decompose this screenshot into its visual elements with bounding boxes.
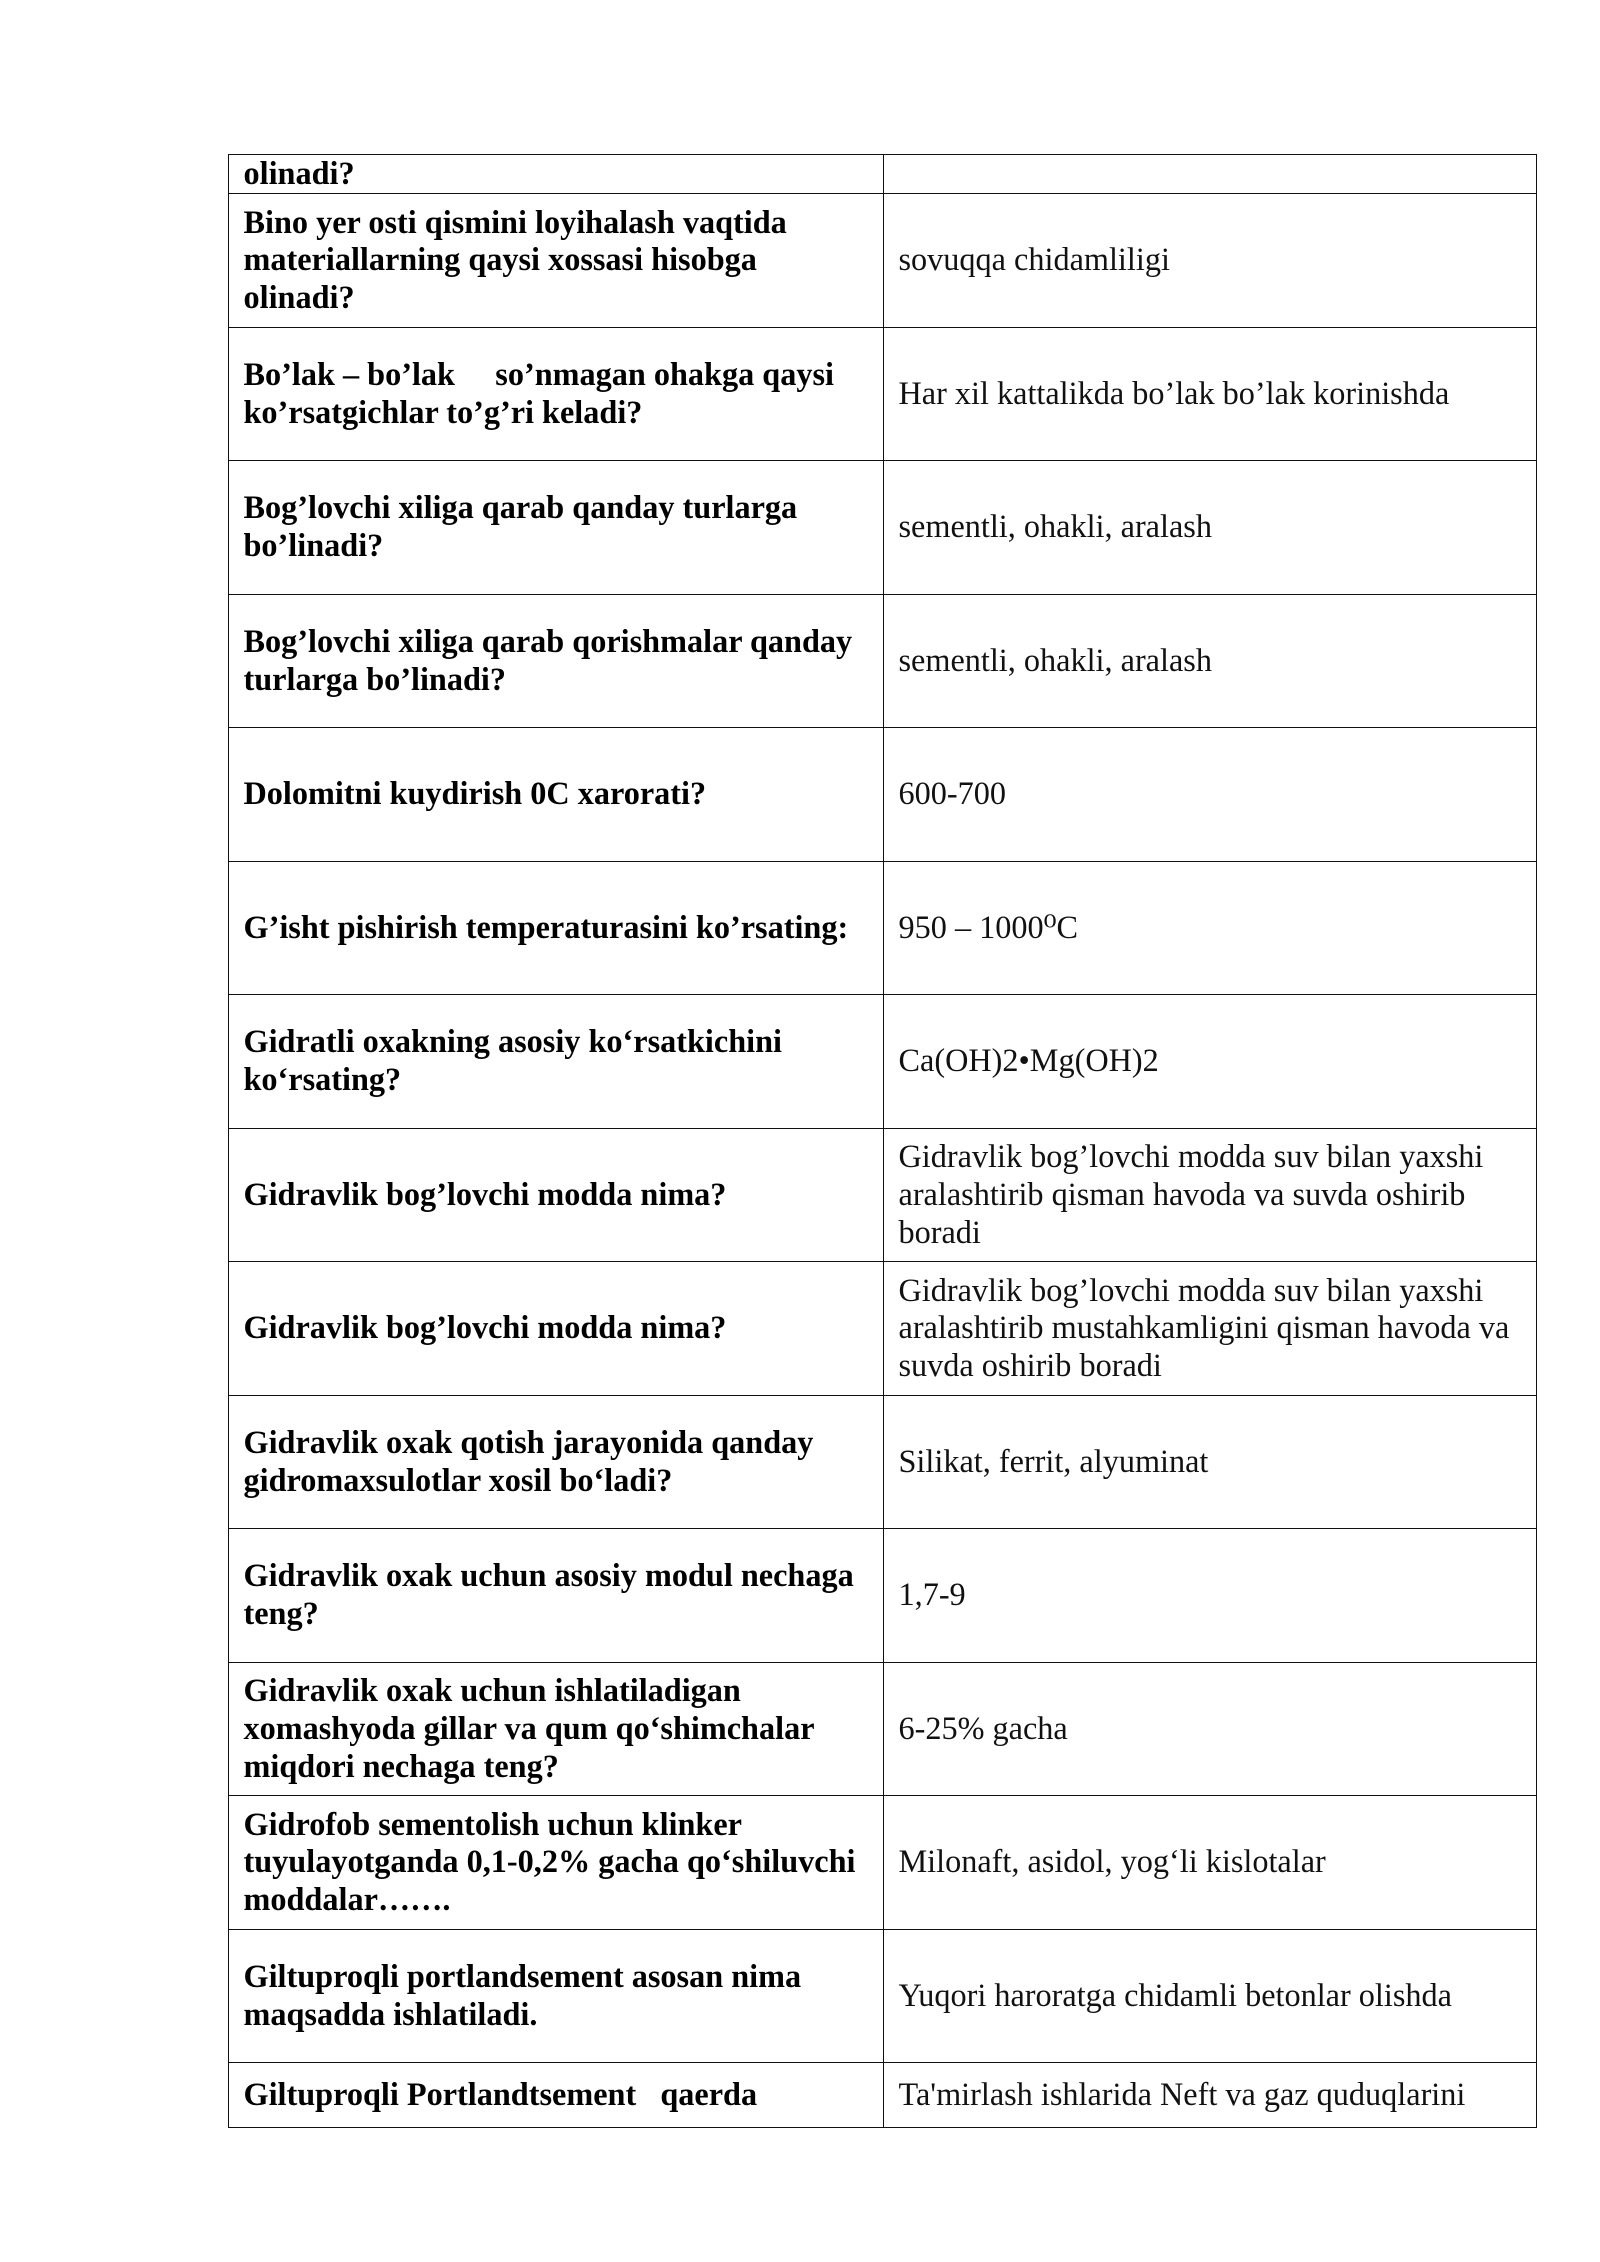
answer-cell: Milonaft, asidol, yog‘li kislotalar xyxy=(884,1796,1537,1930)
table-row xyxy=(229,995,1537,1129)
table-row xyxy=(229,1262,1537,1396)
table-row xyxy=(229,461,1537,595)
answer-cell: 950 – 1000⁰C xyxy=(884,861,1537,995)
answer-cell: Ta'mirlash ishlarida Neft va gaz quduqlarini xyxy=(884,2063,1537,2128)
table-row xyxy=(229,861,1537,995)
question-cell: Gidravlik oxak uchun ishlatiladigan xomashyoda gillar va qum qo‘shimchalar miqdori nechaga teng? xyxy=(229,1662,884,1796)
answer-cell xyxy=(884,155,1537,194)
question-cell: Gidravlik oxak qotish jarayonida qanday gidromaxsulotlar xosil bo‘ladi? xyxy=(229,1395,884,1529)
answer-cell: Ca(OH)2•Mg(OH)2 xyxy=(884,995,1537,1129)
table-row xyxy=(229,1529,1537,1663)
answer-cell: Silikat, ferrit, alyuminat xyxy=(884,1395,1537,1529)
question-cell: G’isht pishirish temperaturasini ko’rsating: xyxy=(229,861,884,995)
question-cell: Gidravlik bog’lovchi modda nima? xyxy=(229,1128,884,1262)
answer-cell: Gidravlik bog’lovchi modda suv bilan yaxshi aralashtirib qisman havoda va suvda oshirib boradi xyxy=(884,1128,1537,1262)
table-row xyxy=(229,594,1537,728)
question-cell: Bo’lak – bo’lak so’nmagan ohakga qaysi ko’rsatgichlar to’g’ri keladi? xyxy=(229,327,884,461)
answer-cell: sementli, ohakli, aralash xyxy=(884,594,1537,728)
answer-cell: sovuqqa chidamliligi xyxy=(884,194,1537,328)
table-row xyxy=(229,728,1537,862)
table-row xyxy=(229,1395,1537,1529)
answer-cell: 600-700 xyxy=(884,728,1537,862)
question-cell: Giltuproqli Portlandtsement qaerda xyxy=(229,2063,884,2128)
question-cell: Bog’lovchi xiliga qarab qorishmalar qanday turlarga bo’linadi? xyxy=(229,594,884,728)
question-cell: Gidravlik oxak uchun asosiy modul nechaga teng? xyxy=(229,1529,884,1663)
question-cell: Gidravlik bog’lovchi modda nima? xyxy=(229,1262,884,1396)
question-cell: Dolomitni kuydirish 0C xarorati? xyxy=(229,728,884,862)
table-row xyxy=(229,327,1537,461)
question-cell: Bog’lovchi xiliga qarab qanday turlarga bo’linadi? xyxy=(229,461,884,595)
answer-cell: 6-25% gacha xyxy=(884,1662,1537,1796)
table-row xyxy=(229,194,1537,328)
qa-table xyxy=(228,154,1537,2128)
question-cell: Gidratli oxakning asosiy ko‘rsatkichini ko‘rsating? xyxy=(229,995,884,1129)
question-cell: Gidrofob sementolish uchun klinker tuyulayotganda 0,1-0,2% gacha qo‘shiluvchi moddalar……. xyxy=(229,1796,884,1930)
answer-cell: Har xil kattalikda bo’lak bo’lak korinishda xyxy=(884,327,1537,461)
question-cell: Bino yer osti qismini loyihalash vaqtida materiallarning qaysi xossasi hisobga olinadi? xyxy=(229,194,884,328)
table-row xyxy=(229,1929,1537,2063)
answer-cell: Gidravlik bog’lovchi modda suv bilan yaxshi aralashtirib mustahkamligini qisman havoda va suvda oshirib boradi xyxy=(884,1262,1537,1396)
answer-cell: 1,7-9 xyxy=(884,1529,1537,1663)
table-row xyxy=(229,1128,1537,1262)
answer-cell: Yuqori haroratga chidamli betonlar olishda xyxy=(884,1929,1537,2063)
answer-cell: sementli, ohakli, aralash xyxy=(884,461,1537,595)
question-cell: olinadi? xyxy=(229,155,884,194)
table-row xyxy=(229,2063,1537,2128)
table-row xyxy=(229,1796,1537,1930)
question-cell: Giltuproqli portlandsement asosan nima maqsadda ishlatiladi. xyxy=(229,1929,884,2063)
table-row xyxy=(229,1662,1537,1796)
table-row xyxy=(229,155,1537,194)
